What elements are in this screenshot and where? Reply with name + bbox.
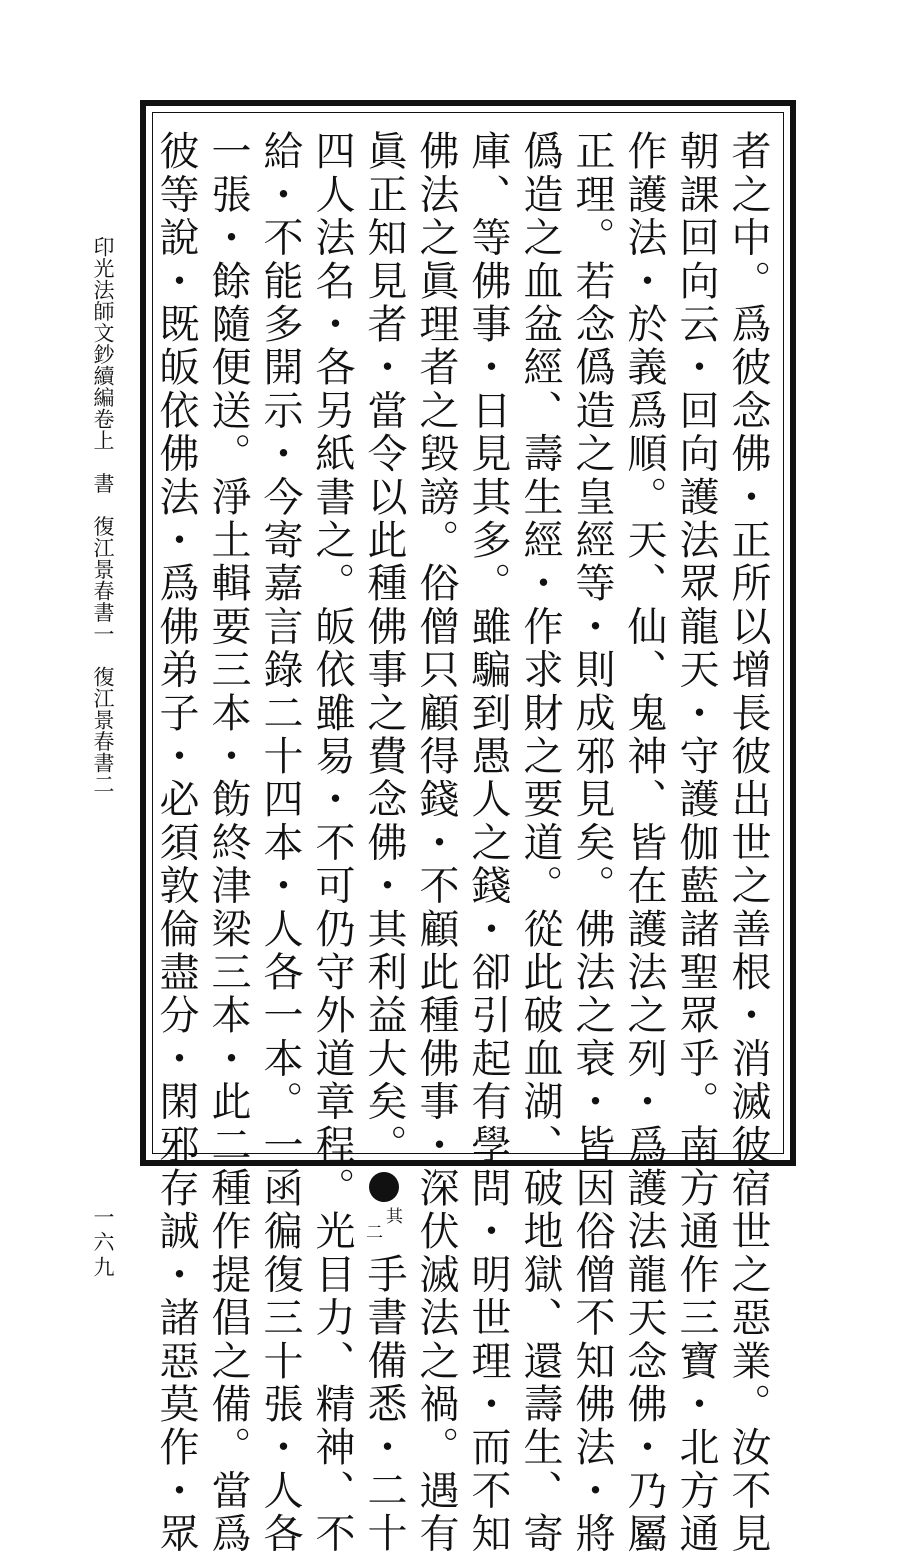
interlinear-note-line-1: 其 (386, 1206, 403, 1227)
text-column-8-tail: 手書備悉・二十 (361, 1252, 407, 1556)
book-title-header: 印光法師文鈔續編卷上 書 復江景春書一 復江景春書二 (91, 236, 115, 795)
text-column-11: 一張・餘隨便送。淨土輯要三本・飭終津梁三本・此二種作提倡之備。當爲 (205, 130, 251, 1556)
text-column-12: 彼等說・既皈依佛法・爲佛弟子・必須敦倫盡分・閑邪存誠・諸惡莫作・眾 (153, 130, 199, 1556)
section-marker-dot (369, 1172, 399, 1202)
text-frame (140, 100, 796, 1556)
text-column-6: 庫、等佛事・日見其多。雖騙到愚人之錢・卻引起有學問・明世理・而不知 (465, 130, 511, 1556)
text-column-4: 正理。若念僞造之皇經等・則成邪見矣。佛法之衰・皆因俗僧不知佛法・將 (569, 130, 615, 1556)
text-column-1: 者之中。爲彼念佛・正所以增長彼出世之善根・消滅彼宿世之惡業。汝不見 (725, 130, 771, 1556)
text-column-2: 朝課回向云・回向護法眾龍天・守護伽藍諸聖眾乎。南方通作三寶・北方通 (673, 130, 719, 1556)
text-column-10: 給・不能多開示・今寄嘉言錄二十四本・人各一本。一函徧復三十張・人各 (257, 130, 303, 1556)
text-column-8-main: 眞正知見者・當令以此種佛事之費念佛・其利益大矣。 (361, 130, 407, 1167)
text-column-3: 作護法・於義爲順。天、仙、鬼神、皆在護法之列・爲護法龍天念佛・乃屬 (621, 130, 667, 1556)
interlinear-note-line-2: 二 (366, 1222, 383, 1243)
text-column-9: 四人法名・各另紙書之。皈依雖易・不可仍守外道章程。光目力、精神、不 (309, 130, 355, 1556)
text-column-8 (358, 130, 410, 1556)
text-column-7: 佛法之眞理者之毀謗。俗僧只顧得錢・不顧此種佛事・深伏滅法之禍。遇有 (413, 130, 459, 1556)
interlinear-note (364, 1207, 404, 1249)
page-number: 一六九 (91, 1206, 115, 1281)
running-header (91, 236, 132, 1281)
text-column-5: 僞造之血盆經、壽生經・作求財之要道。從此破血湖、破地獄、還壽生、寄 (517, 130, 563, 1556)
